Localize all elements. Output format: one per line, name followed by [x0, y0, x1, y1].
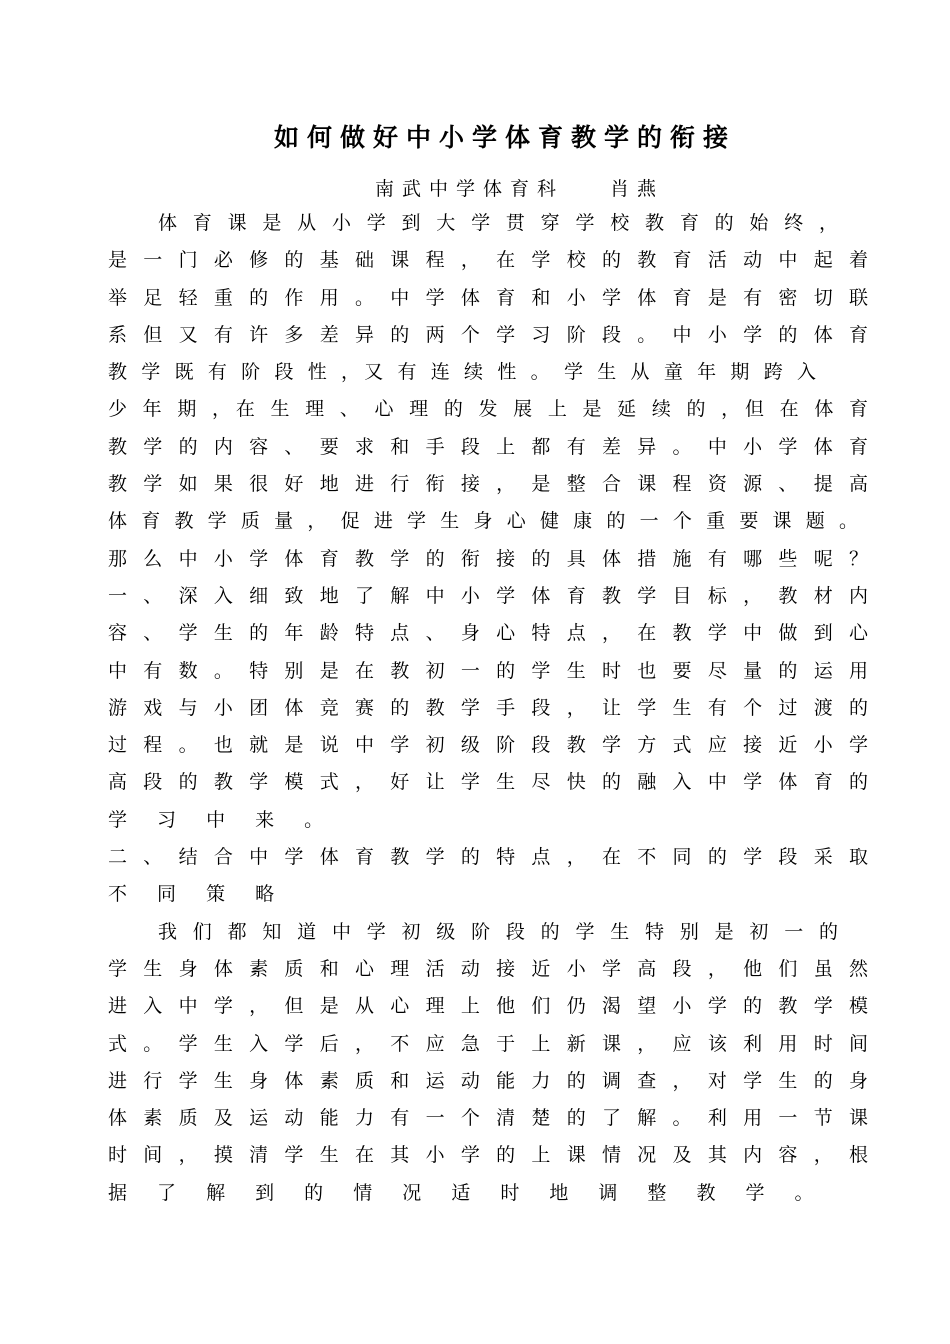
section-heading-line: 不 同 策 略 — [108, 883, 287, 906]
paragraph-line: 体 育 课 是 从 小 学 到 大 学 贯 穿 学 校 教 育 的 始 终 ， — [158, 212, 838, 234]
paragraph-line: 中 有 数 。 特 别 是 在 教 初 一 的 学 生 时 也 要 尽 量 的 运 用 — [108, 659, 868, 682]
paragraph-line: 高 段 的 教 学 模 式 ， 好 让 学 生 尽 快 的 融 入 中 学 体 育 的 — [108, 771, 868, 794]
paragraph-line: 进 入 中 学 ， 但 是 从 心 理 上 他 们 仍 渴 望 小 学 的 教 学 模 — [108, 995, 868, 1018]
paragraph-line: 举 足 轻 重 的 作 用 。 中 学 体 育 和 小 学 体 育 是 有 密 切 联 — [108, 286, 868, 309]
paragraph-line: 体 育 教 学 质 量 ， 促 进 学 生 身 心 健 康 的 一 个 重 要 课 题 。 — [108, 510, 858, 533]
paragraph-line: 我 们 都 知 道 中 学 初 级 阶 段 的 学 生 特 别 是 初 一 的 — [158, 920, 838, 943]
paragraph-line: 系 但 又 有 许 多 差 异 的 两 个 学 习 阶 段 。 中 小 学 的 体 育 — [108, 323, 868, 346]
byline-author: 肖燕 — [610, 178, 665, 200]
paragraph-line: 少 年 期 ，在 生 理 、 心 理 的 发 展 上 是 延 续 的 ，但 在 体 育 — [108, 398, 868, 421]
document-title: 如何做好中小学体育教学的衔接 — [273, 123, 736, 152]
section-heading-line: 二 、 结 合 中 学 体 育 教 学 的 特 点 ， 在 不 同 的 学 段 采 取 — [108, 846, 868, 869]
paragraph-line: 教 学 既 有 阶 段 性 ，又 有 连 续 性 。 学 生 从 童 年 期 跨 入 — [108, 361, 816, 384]
body-text — [108, 205, 868, 1212]
paragraph-line: 是 一 门 必 修 的 基 础 课 程 ， 在 学 校 的 教 育 活 动 中 起 着 — [108, 249, 868, 272]
paragraph-line: 式 。 学 生 入 学 后 ， 不 应 急 于 上 新 课 ， 应 该 利 用 时 间 — [108, 1032, 868, 1055]
paragraph-line: 学 习 中 来 。 — [108, 808, 336, 831]
paragraph-line: 据 了 解 到 的 情 况 适 时 地 调 整 教 学 。 — [108, 1181, 826, 1204]
paragraph-line: 那 么 中 小 学 体 育 教 学 的 衔 接 的 具 体 措 施 有 哪 些 呢 ？ — [108, 547, 868, 570]
paragraph-line: 学 生 身 体 素 质 和 心 理 活 动 接 近 小 学 高 段 ， 他 们 虽 然 — [108, 957, 868, 980]
paragraph-line: 教 学 的 内 容 、 要 求 和 手 段 上 都 有 差 异 。 中 小 学 体 育 — [108, 435, 868, 458]
byline-affiliation: 南武中学体育科 — [375, 178, 565, 200]
paragraph-line: 容 、 学 生 的 年 龄 特 点 、 身 心 特 点 ， 在 教 学 中 做 到 心 — [108, 622, 868, 645]
paragraph-line: 时 间 ， 摸 清 学 生 在 其 小 学 的 上 课 情 况 及 其 内 容 ， 根 — [108, 1144, 868, 1167]
section-heading-line: 一 、 深 入 细 致 地 了 解 中 小 学 体 育 教 学 目 标 ， 教 材 内 — [108, 584, 868, 607]
paragraph-line: 体 素 质 及 运 动 能 力 有 一 个 清 楚 的 了 解 。 利 用 一 节 课 — [108, 1107, 868, 1130]
paragraph-line: 教 学 如 果 很 好 地 进 行 衔 接 ， 是 整 合 课 程 资 源 、 提 高 — [108, 473, 868, 496]
byline — [375, 174, 664, 201]
paragraph-line: 游 戏 与 小 团 体 竞 赛 的 教 学 手 段 ， 让 学 生 有 个 过 渡 的 — [108, 696, 868, 719]
paragraph-line: 过 程 。 也 就 是 说 中 学 初 级 阶 段 教 学 方 式 应 接 近 小 学 — [108, 734, 868, 757]
paragraph-line: 进 行 学 生 身 体 素 质 和 运 动 能 力 的 调 查 ， 对 学 生 的 身 — [108, 1069, 868, 1092]
